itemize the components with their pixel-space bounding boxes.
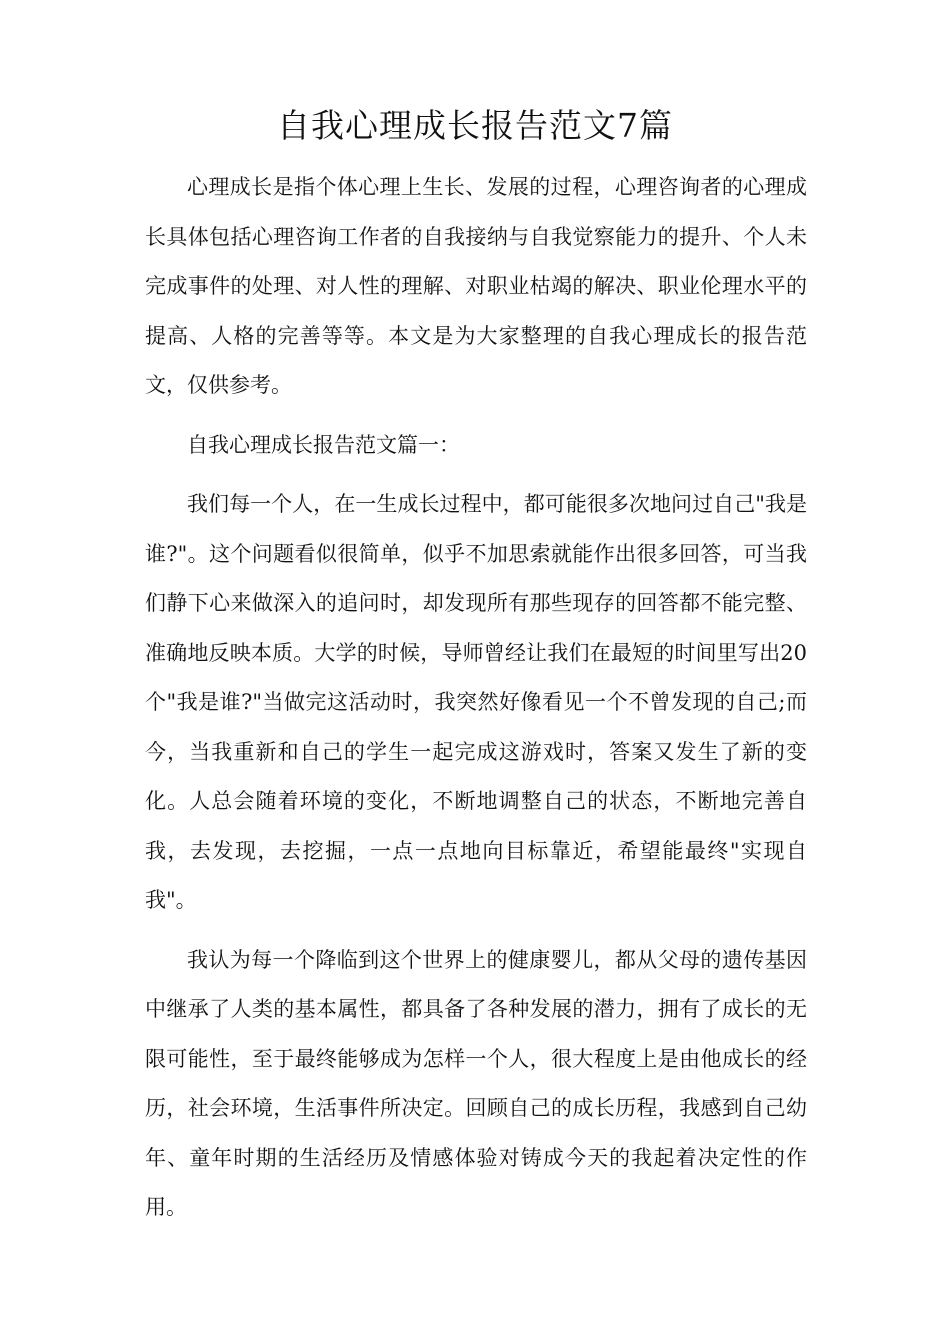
body-paragraph: 我认为每一个降临到这个世界上的健康婴儿，都从父母的遗传基因中继承了人类的基本属性，都具备了各种发展的潜力，拥有了成长的无限可能性，至于最终能够成为怎样一个人，很大程度上是由他成长的经历，社会环境，生活事件所决定。回顾自己的成长历程，我感到自己幼年、童年时期的生活经历及情感体验对铸成今天的我起着决定性的作用。 xyxy=(145,947,807,1219)
document-title: 自我心理成长报告范文7篇 xyxy=(277,106,673,145)
intro-paragraph: 心理成长是指个体心理上生长、发展的过程，心理咨询者的心理成长具体包括心理咨询工作者的自我接纳与自我觉察能力的提升、个人未完成事件的处理、对人性的理解、对职业枯竭的解决、职业伦理水平的提高、人格的完善等等。本文是为大家整理的自我心理成长的报告范文，仅供参考。 xyxy=(145,175,807,397)
body-paragraph: 我们每一个人，在一生成长过程中，都可能很多次地问过自己"我是谁?"。这个问题看似很简单，似乎不加思索就能作出很多回答，可当我们静下心来做深入的追问时，却发现所有那些现存的回答都不能完整、准确地反映本质。大学的时候，导师曾经让我们在最短的时间里写出20个"我是谁?"当做完这活动时，我突然好像看见一个不曾发现的自己;而今，当我重新和自己的学生一起完成这游戏时，答案又发生了新的变化。人总会随着环境的变化，不断地调整自己的状态，不断地完善自我，去发现，去挖掘，一点一点地向目标靠近，希望能最终"实现自我"。 xyxy=(145,492,807,912)
document-body xyxy=(145,163,807,1233)
section-heading: 自我心理成长报告范文篇一： xyxy=(187,432,460,457)
